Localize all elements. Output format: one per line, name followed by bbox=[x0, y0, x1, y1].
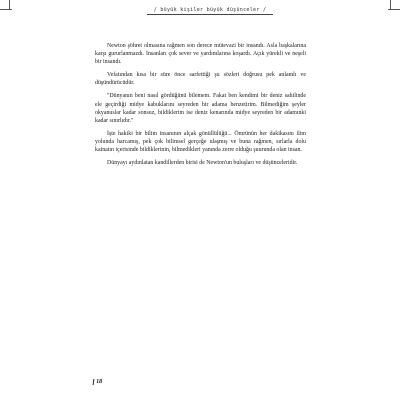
page-number: 18 bbox=[93, 379, 103, 385]
paragraph-1: Newton şöhret olmasına rağmen son derece mütevazi bir insandı. Asla başkalarına karşı gururlanmazdı. İnsanları çok sever ve yardımlarına koşardı. Açık yürekli ve neşeli bir insandı. bbox=[95, 43, 306, 66]
crop-mark-top-right-horizontal bbox=[388, 9, 400, 10]
crop-mark-top-left-vertical bbox=[9, 0, 10, 9]
running-title: / büyük kişiler büyük düşünceler / bbox=[153, 7, 267, 13]
running-header bbox=[140, 7, 280, 15]
paragraph-4: İşte hakiki bir bilim insanının alçak gönüllülüğü... Ömrünün her dakikasını ilim yolunda harcamış, pek çok bilimsel gerçeğe ulaşmış ve buna rağmen, sırlarla dolu kainatın içerisinde bildiklerinin, bilmedikleri yanında zerre olduğu şuurunda olan insan. bbox=[95, 130, 306, 154]
paragraph-3-quote: "Dünyanın beni nasıl gördüğünü bilemem. Fakat ben kendimi bir deniz sahilinde ele geçirdiği midye kabuklarını seyreden bir adama benzetirim. Bilmediğim şeyler okyanuslar kadar sonsuz, bildiklerim ise deniz kenarında midye seyreden bir adamınki kadar sınırlıdır." bbox=[95, 93, 306, 124]
page-body bbox=[95, 42, 306, 172]
crop-mark-top-left-horizontal bbox=[0, 9, 12, 10]
paragraph-2: Vefatından kısa bir süre önce sarfettiği şu sözleri doğrusu pek anlamlı ve düşündürücüdür. bbox=[95, 72, 306, 87]
paragraph-5: Dünyayı aydınlatan kandillerden birisi de Newton'un buluşları ve düşünceleridir. bbox=[107, 160, 298, 167]
header-rule bbox=[147, 14, 273, 15]
crop-mark-top-right-vertical bbox=[390, 0, 391, 9]
